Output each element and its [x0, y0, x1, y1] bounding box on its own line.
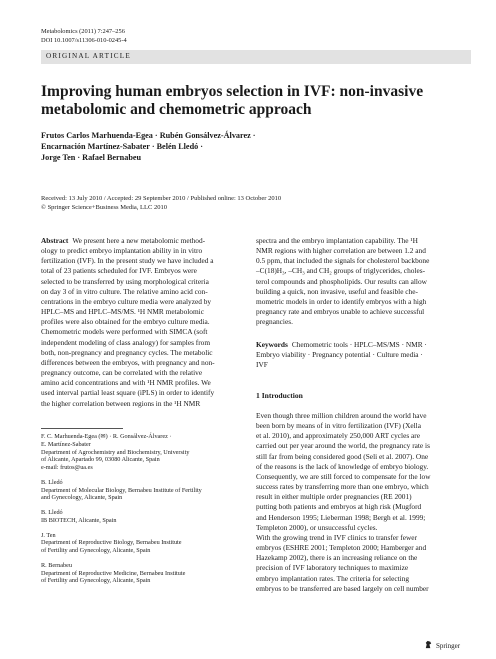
author-line: Jorge Ten · Rafael Bernabeu — [41, 153, 142, 163]
affiliation-entry — [41, 532, 247, 555]
intro-line: Hazekamp 2002), there is an increasing reliance on the — [256, 553, 418, 563]
journal-line: Metabolomics (2011) 7:247–256 — [41, 28, 125, 35]
affiliation-line: E. Martínez-Sabater — [41, 440, 91, 448]
keywords-block — [256, 340, 471, 370]
affiliation-line: B. Lledó — [41, 478, 63, 486]
affiliation-line: J. Ten — [41, 531, 56, 539]
intro-line: With the growing trend in IVF clinics to transfer fewer — [256, 532, 418, 542]
abstract-right-column — [256, 236, 471, 327]
abstract-line: ology to predict embryo implantation ability in in vitro — [41, 246, 203, 256]
affiliation-line: Department of Molecular Biology, Bernabeu Institute of Fertility — [41, 486, 202, 494]
intro-line: been born by means of in vitro fertilization (IVF) (Xella — [256, 421, 421, 431]
abstract-line: both, non-pregnancy and pregnancy cycles. The metabolic — [41, 347, 213, 357]
abstract-line: building a quick, non invasive, useful and feasible che- — [256, 286, 418, 296]
abstract-line: the higher correlation between regions in the ¹H NMR — [41, 398, 201, 408]
affiliation-line: of Alicante, Apartado 99, 03080 Alicante, Spain — [41, 456, 160, 464]
affiliation-entry — [41, 479, 247, 502]
abstract-line: used interval partial least square (iPLS) in order to identify — [41, 388, 215, 398]
abstract-line: HPLC–MS and HPLC–MS/MS. ¹H NMR metabolomic — [41, 307, 204, 317]
intro-line: precision of IVF laboratory techniques to maximize — [256, 563, 409, 573]
abstract-line: Chemometric models were performed with SIMCA (soft — [41, 327, 208, 337]
affiliation-line: of Fertility and Gynecology, Alicante, Spain — [41, 577, 151, 585]
affiliation-line: of Fertility and Gynecology, Alicante, Spain — [41, 547, 151, 554]
abstract-label: Abstract — [41, 236, 69, 245]
keywords-line: Embryo viability · Pregnancy potential · Culture media · — [256, 350, 423, 360]
intro-line: embryos (ESHRE 2001; Templeton 2000; Hamberger and — [256, 543, 427, 553]
abstract-line: terol compounds and phospholipids. Our results can allow — [256, 276, 427, 286]
affiliation-line: B. Lledó — [41, 509, 63, 516]
author-line: Frutos Carlos Marhuenda-Egea · Rubén Gonsálvez-Álvarez · — [41, 131, 256, 140]
abstract-line: total of 23 patients scheduled for IVF. Embryos were — [41, 266, 197, 276]
abstract-line: 0.5 ppm, that included the signals for cholesterol backbone — [256, 256, 430, 266]
affiliation-line: and Gynecology, Alicante, Spain — [41, 494, 123, 502]
abstract-line: pregnancies. — [256, 317, 293, 327]
email-link[interactable]: e-mail: frutos@ua.es — [41, 464, 93, 471]
publisher-name: Springer — [436, 641, 461, 650]
abstract-line: independent modeling of class analogy) for samples from — [41, 337, 211, 347]
title-line: Improving human embryos selection in IVF: non-invasive — [41, 83, 424, 100]
publication-dates — [41, 195, 471, 212]
affiliation-line: F. C. Marhuenda-Egea (✉) · R. Gonsálvez-Álvarez · — [41, 433, 172, 440]
intro-line: embryo implantation rates. The criteria for selecting — [256, 573, 410, 583]
affiliations-footnote — [41, 433, 247, 592]
intro-line: carried out per year around the world, the pregnancy rate is — [256, 441, 430, 451]
affiliation-line: R. Bernabeu — [41, 561, 72, 569]
keywords-label: Keywords — [256, 340, 288, 349]
intro-line: embryos to be transferred are based largely on cell number — [256, 583, 429, 593]
intro-line: Even though three million children around the world have — [256, 411, 427, 420]
copyright-line: © Springer Science+Business Media, LLC 2010 — [41, 203, 167, 211]
abstract-line: fertilization (IVF). In the present study we have included a — [41, 256, 214, 266]
intro-line: Templeton 2000), or unsuccessful cycles. — [256, 522, 378, 532]
abstract-line: amino acid concentrations and with ¹H NMR profiles. We — [41, 378, 211, 388]
section-heading: 1 Introduction — [256, 391, 303, 400]
abstract-line: –C(18)H₃, –CH₃ and CH₂ groups of triglycerides, choles- — [256, 266, 426, 276]
affiliation-entry — [41, 509, 247, 525]
abstract-line: centrations in the embryo culture media were analyzed by — [41, 296, 212, 306]
affiliation-line: Department of Agrochemistry and Biochemistry, University — [41, 448, 190, 456]
intro-line: Consequently, we are still forced to compensate for the low — [256, 471, 431, 481]
abstract-line: mometric models in order to identify embryos with a high — [256, 296, 427, 306]
dates-line: Received: 13 July 2010 / Accepted: 29 September 2010 / Published online: 13 October 2010 — [41, 195, 282, 202]
author-list — [41, 130, 461, 164]
intro-line: of the reasons is the lack of knowledge of embryo biology. — [256, 461, 429, 471]
publisher-footer — [424, 640, 460, 651]
springer-horse-icon — [424, 640, 433, 651]
article-type-label: ORIGINAL ARTICLE — [46, 52, 131, 60]
abstract-line: We present here a new metabolomic method- — [72, 236, 206, 245]
article-type-banner — [41, 50, 471, 64]
abstract-line: NMR regions with higher correlation are between 1.2 and — [256, 246, 426, 256]
affiliation-line: Department of Reproductive Biology, Bernabeu Institute — [41, 539, 182, 547]
doi-line: DOI 10.1007/s11306-010-0245-4 — [41, 37, 127, 44]
abstract-line: pregnancy rate and embryos unable to achieve successful — [256, 307, 425, 317]
affiliation-entry — [41, 562, 247, 585]
abstract-line: differences between the embryos, with pregnancy and non- — [41, 357, 215, 367]
abstract-line: pregnancy outcome, can be correlated with the relative — [41, 368, 203, 378]
affiliation-line: IB BIOTECH, Alicante, Spain — [41, 516, 117, 524]
keywords-line: Chemometric tools · HPLC–MS/MS · NMR · — [291, 340, 427, 349]
abstract-left-column — [41, 236, 247, 409]
journal-citation — [41, 27, 127, 45]
intro-line: success rates by transferring more than one embryo, which — [256, 482, 429, 492]
intro-line: and Henderson 1995; Lieberman 1998; Bergh et al. 1999; — [256, 512, 426, 522]
intro-line: still far from being considered good (Seli et al. 2007). One — [256, 451, 429, 461]
abstract-line: on day 3 of in vitro culture. The relative amino acid con- — [41, 286, 208, 296]
footnote-divider — [41, 428, 123, 429]
intro-line: et al. 2010), and approximately 250,000 ART cycles are — [256, 431, 421, 441]
intro-line: result in either multiple order pregnancies (RE 2001) — [256, 492, 412, 502]
abstract-line: selected to be transferred by using morphological criteria — [41, 276, 209, 286]
abstract-line: profiles were also obtained for the embryo culture media. — [41, 317, 210, 327]
introduction-body — [256, 411, 471, 594]
author-line: Encarnación Martínez-Sabater · Belén Lledó · — [41, 142, 203, 152]
affiliation-entry — [41, 433, 247, 472]
abstract-line: spectra and the embryo implantation capability. The ¹H — [256, 236, 418, 245]
keywords-line: IVF — [256, 360, 268, 370]
intro-line: putting both patients and embryos at high risk (Mugford — [256, 502, 422, 512]
article-title — [41, 83, 461, 119]
title-line: metabolomic and chemometric approach — [41, 101, 312, 118]
affiliation-line: Department of Reproductive Medicine, Bernabeu Institute — [41, 569, 186, 577]
